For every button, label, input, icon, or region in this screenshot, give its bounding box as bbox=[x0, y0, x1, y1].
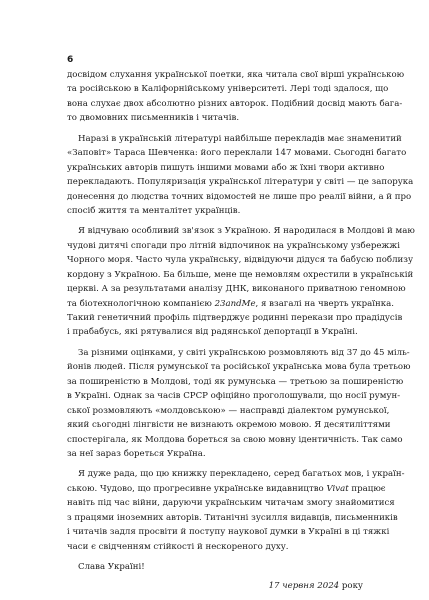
text-line: ською. Чудово, що прогресивне українське видавництво Vivat працює bbox=[67, 483, 386, 494]
text-line: «Заповіт» Тараса Шевченка: його переклали 147 мовами. Сьогодні багато bbox=[67, 148, 407, 159]
text-line: досвідом слухання української поетки, яка читала свої вірші українською bbox=[67, 70, 405, 80]
text-line: то двомовних письменників і читачів. bbox=[67, 113, 240, 124]
text-line: та російською в Каліфорнійському університеті. Лері тоді здалося, що bbox=[67, 84, 389, 95]
text-line: Я відчуваю особливий зв'язок з Україною. Я народилася в Молдові й маю bbox=[78, 226, 415, 237]
date-text: 17 червня 2024 bbox=[268, 581, 340, 592]
paragraph-4 bbox=[67, 346, 411, 462]
text-line: Наразі в українській літературі найбільше перекладів має знаменитий bbox=[78, 133, 402, 144]
document-body bbox=[67, 68, 415, 594]
italic-name: Vivat bbox=[326, 483, 349, 494]
text-line: йонів людей. Після румунської та російської українська мова була третьою bbox=[67, 362, 411, 373]
text-line: кордону з Україною. Ба більше, мене ще немовлям охрестили в українській bbox=[67, 269, 414, 280]
text-line: за поширеністю в Молдові, тоді як румунська — третьою за поширеністю bbox=[67, 376, 404, 387]
year-word: року bbox=[341, 581, 363, 592]
text-line: ської розмовляють «молдовською» — насправді діалектом румунської, bbox=[67, 405, 390, 416]
text-line: навіть під час війни, даруючи українським читачам змогу знайомитися bbox=[67, 498, 395, 509]
signature-date bbox=[67, 579, 363, 593]
text-line: з працями іноземних авторів. Титанічні зусилля видавців, письменників bbox=[67, 512, 398, 523]
paragraph-6 bbox=[67, 560, 363, 574]
text-line: Чорного моря. Часто чула українську, відвідуючи дідуся та бабусю поблизу bbox=[67, 255, 414, 266]
text-line: вона слухає двох абсолютно різних авторок. Подібний досвід мають бага- bbox=[67, 98, 403, 109]
page-number: 6 bbox=[67, 55, 74, 65]
text-line: Такий генетичний профіль підтверджує родинні перекази про прадідусів bbox=[67, 313, 403, 323]
text-line: чудові дитячі спогади про літній відпочинок на українському узбережжі bbox=[67, 240, 400, 251]
text-line: за неї зараз бореться Україна. bbox=[67, 448, 206, 459]
text-line: Слава Україні! bbox=[78, 562, 145, 572]
text-line: який сьогодні лінгвісти не визнають окремою мовою. Я десятиліттями bbox=[67, 420, 391, 431]
paragraph-5 bbox=[67, 467, 405, 554]
text-line: За різними оцінками, у світі українською розмовляють від 37 до 45 міль- bbox=[78, 347, 410, 358]
paragraph-1 bbox=[67, 68, 405, 126]
text-line: перекладають. Популяризація української літератури у світі — це запорука bbox=[67, 177, 414, 188]
paragraph-3 bbox=[67, 224, 415, 340]
text-line: і прабабусь, які рятувалися від радянської депортації в Україні. bbox=[67, 327, 358, 338]
text-line: спосіб життя та менталітет українців. bbox=[67, 205, 241, 216]
italic-name: 23andMe bbox=[214, 298, 256, 309]
text-line: церкві. А за результатами аналізу ДНК, виконаного приватною геномною bbox=[67, 284, 406, 295]
text-line: в Україні. Однак за часів СРСР офіційно проголошували, що носії румун- bbox=[67, 391, 401, 402]
text-line: часи є свідченням стійкості й нескореного духу. bbox=[67, 541, 289, 552]
text-line: донесення до людства точних відомостей не лише про реалії війни, а й про bbox=[67, 191, 412, 202]
paragraph-2 bbox=[67, 132, 414, 219]
text-line: та біотехнологічною компанією 23andMe, я взагалі на чверть українка. bbox=[67, 298, 394, 309]
text-line: Я дуже рада, що цю книжку перекладено, серед багатьох мов, і україн- bbox=[78, 469, 405, 480]
text-line: і читачів задля просвіти й поступу наукової думки в Україні в ці тяжкі bbox=[67, 527, 390, 538]
text-line: спостерігала, як Молдова бореться за свою мовну ідентичність. Так само bbox=[67, 434, 403, 445]
text-line: українських авторів пишуть іншими мовами або ж їхні твори активно bbox=[67, 162, 385, 173]
